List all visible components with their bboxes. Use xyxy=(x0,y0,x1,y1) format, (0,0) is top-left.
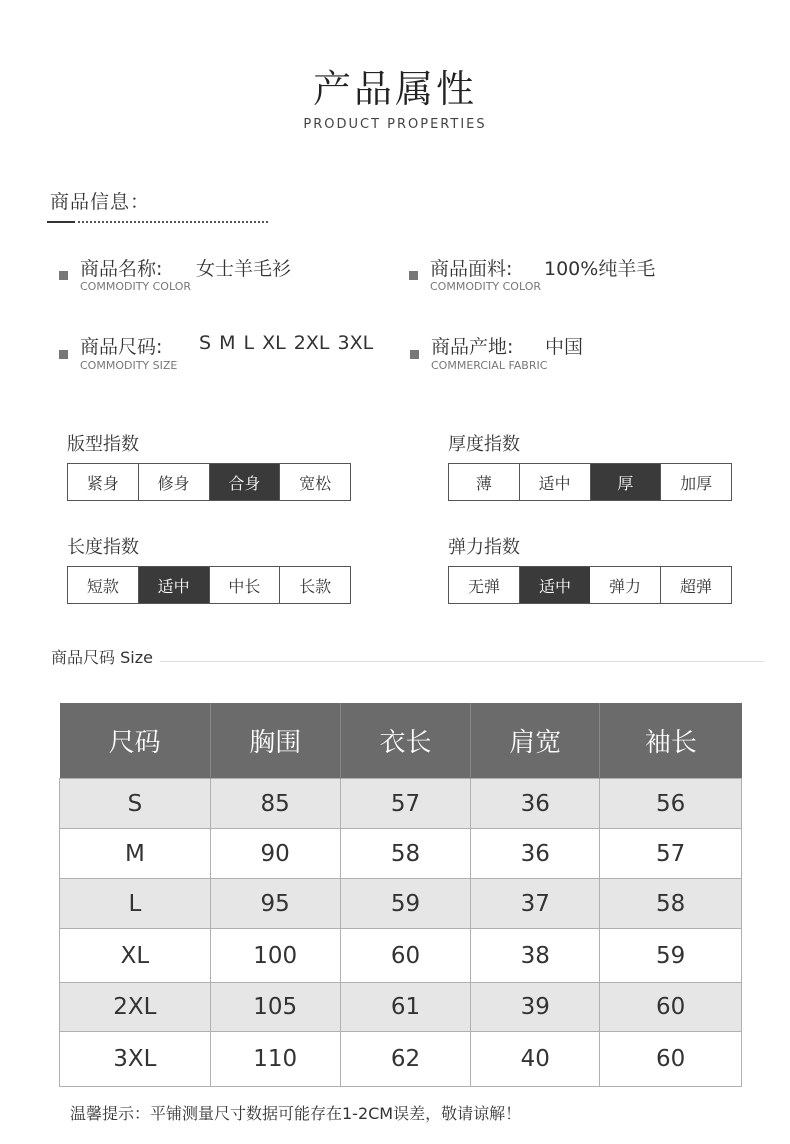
cell-shoulder: 37 xyxy=(471,879,600,929)
cell-size: S xyxy=(60,779,211,829)
origin-label: 商品产地: xyxy=(431,336,514,358)
length-option-medium[interactable]: 适中 xyxy=(138,567,209,603)
info-divider-dotted xyxy=(78,221,268,223)
table-row xyxy=(60,1032,742,1087)
length-option-mid-long[interactable]: 中长 xyxy=(209,567,280,603)
cell-chest: 90 xyxy=(210,829,340,879)
fabric-sublabel: COMMODITY COLOR xyxy=(430,280,542,293)
cell-sleeve: 60 xyxy=(600,983,742,1032)
elasticity-index-selector xyxy=(448,566,732,604)
cell-sleeve: 60 xyxy=(600,1032,742,1087)
thickness-option-thick[interactable]: 厚 xyxy=(590,464,661,500)
cell-shoulder: 36 xyxy=(471,829,600,879)
cell-size: M xyxy=(60,829,211,879)
thickness-index-title: 厚度指数 xyxy=(448,434,520,455)
fabric-label: 商品面料: xyxy=(430,258,513,280)
size-bullet-icon xyxy=(59,350,68,359)
fit-index-selector xyxy=(67,463,351,501)
cell-size: 2XL xyxy=(60,983,211,1032)
fabric-value: 100%纯羊毛 xyxy=(544,258,656,280)
cell-chest: 95 xyxy=(210,879,340,929)
cell-sleeve: 58 xyxy=(600,879,742,929)
cell-length: 61 xyxy=(340,983,471,1032)
origin-sublabel: COMMERCIAL FABRIC xyxy=(431,359,548,372)
info-section-label: 商品信息： xyxy=(50,191,151,213)
cell-shoulder: 40 xyxy=(471,1032,600,1087)
fit-option-slim[interactable]: 修身 xyxy=(138,464,209,500)
page-title: 产品属性 xyxy=(312,67,477,111)
elasticity-option-super-stretch[interactable]: 超弹 xyxy=(660,567,731,603)
cell-shoulder: 36 xyxy=(471,779,600,829)
size-value: S M L XL 2XL 3XL xyxy=(199,332,374,354)
cell-chest: 110 xyxy=(210,1032,340,1087)
name-bullet-icon xyxy=(59,271,68,280)
fit-option-loose[interactable]: 宽松 xyxy=(279,464,350,500)
table-row xyxy=(60,879,742,929)
elasticity-option-stretch[interactable]: 弹力 xyxy=(608,576,641,596)
table-row xyxy=(60,829,742,879)
header-size: 尺码 xyxy=(60,703,211,779)
length-index-title: 长度指数 xyxy=(67,537,139,558)
measurement-note: 温馨提示：平铺测量尺寸数据可能存在1-2CM误差，敬请谅解！ xyxy=(70,1104,522,1123)
length-option-short[interactable]: 短款 xyxy=(86,576,119,596)
cell-size: 3XL xyxy=(60,1032,211,1087)
origin-value: 中国 xyxy=(545,336,584,358)
cell-length: 57 xyxy=(340,779,471,829)
size-section-divider xyxy=(160,661,764,662)
length-option-long[interactable]: 长款 xyxy=(279,567,350,603)
thickness-option-extra-thick[interactable]: 加厚 xyxy=(660,464,731,500)
thickness-option-medium[interactable]: 适中 xyxy=(519,464,590,500)
cell-sleeve: 59 xyxy=(600,929,742,983)
thickness-option-thin[interactable]: 薄 xyxy=(475,473,492,493)
header-shoulder: 肩宽 xyxy=(471,703,600,779)
fabric-bullet-icon xyxy=(409,271,418,280)
fit-index-title: 版型指数 xyxy=(67,434,139,455)
length-index-selector xyxy=(67,566,351,604)
elasticity-index-title: 弹力指数 xyxy=(448,537,520,558)
table-row xyxy=(60,983,742,1032)
cell-chest: 85 xyxy=(210,779,340,829)
elasticity-option-medium[interactable]: 适中 xyxy=(519,567,590,603)
page-subtitle: PRODUCT PROPERTIES xyxy=(303,117,487,132)
name-label: 商品名称: xyxy=(80,258,163,280)
cell-chest: 105 xyxy=(210,983,340,1032)
header-chest: 胸围 xyxy=(210,703,340,779)
elasticity-option-none[interactable]: 无弹 xyxy=(467,576,500,596)
header-length: 衣长 xyxy=(340,703,471,779)
cell-shoulder: 38 xyxy=(471,929,600,983)
header-sleeve: 袖长 xyxy=(600,703,742,779)
origin-bullet-icon xyxy=(410,350,419,359)
cell-sleeve: 56 xyxy=(600,779,742,829)
cell-size: XL xyxy=(60,929,211,983)
cell-length: 60 xyxy=(340,929,471,983)
size-sublabel: COMMODITY SIZE xyxy=(80,359,178,372)
cell-length: 59 xyxy=(340,879,471,929)
cell-size: L xyxy=(60,879,211,929)
table-row xyxy=(60,929,742,983)
size-table xyxy=(59,703,742,1087)
thickness-index-selector xyxy=(448,463,732,501)
table-row xyxy=(60,779,742,829)
fit-option-regular[interactable]: 合身 xyxy=(209,464,280,500)
cell-shoulder: 39 xyxy=(471,983,600,1032)
cell-chest: 100 xyxy=(210,929,340,983)
size-table-header-row xyxy=(60,703,742,779)
info-divider-solid xyxy=(47,221,75,223)
name-sublabel: COMMODITY COLOR xyxy=(80,280,192,293)
size-section-label: 商品尺码 Size xyxy=(51,648,153,667)
name-value: 女士羊毛衫 xyxy=(196,258,292,280)
cell-length: 58 xyxy=(340,829,471,879)
cell-sleeve: 57 xyxy=(600,829,742,879)
fit-option-tight[interactable]: 紧身 xyxy=(86,473,119,493)
cell-length: 62 xyxy=(340,1032,471,1087)
size-label-attr: 商品尺码: xyxy=(80,336,163,358)
